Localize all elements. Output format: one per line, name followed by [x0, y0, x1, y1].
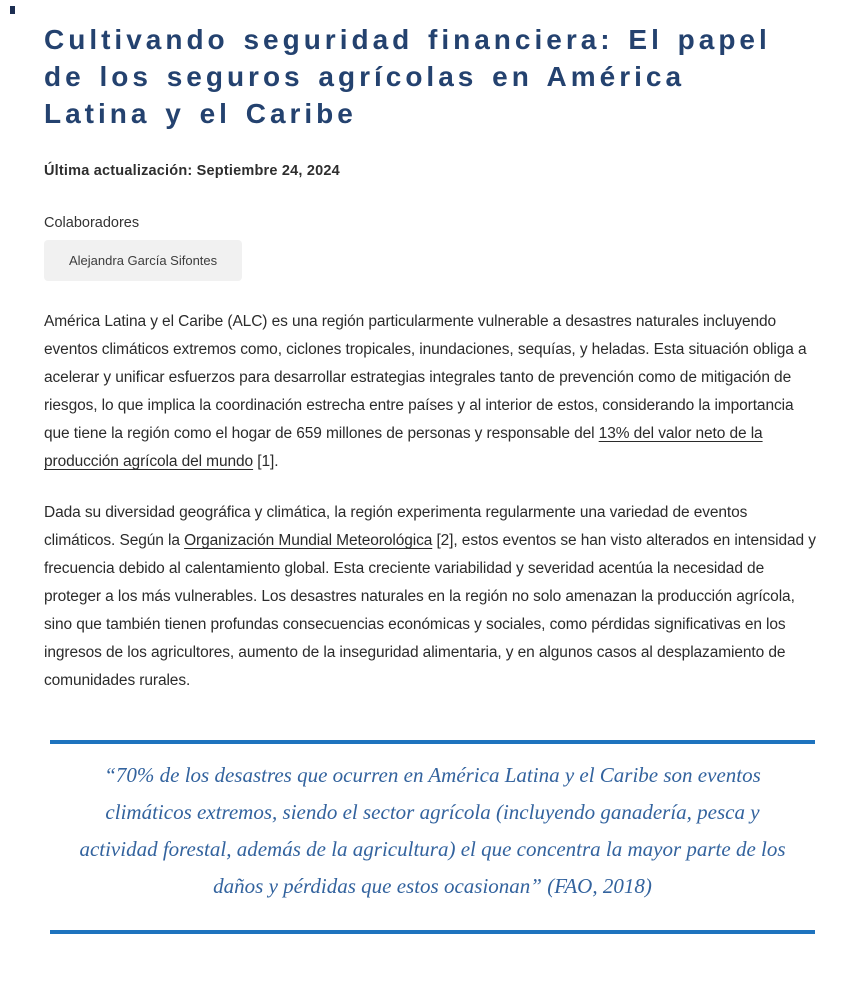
- body-paragraph-2: [44, 499, 816, 695]
- crop-artifact-mark: [10, 6, 15, 14]
- contributor-chip[interactable]: Alejandra García Sifontes: [44, 240, 242, 281]
- contributors-section: [44, 215, 816, 281]
- page-title: Cultivando seguridad financiera: El papel de los seguros agrícolas en América Latina y el Caribe: [44, 24, 771, 129]
- paragraph-1-text: América Latina y el Caribe (ALC) es una región particularmente vulnerable a desastres naturales incluyendo eventos climáticos extremos como, ciclones tropicales, inundaciones, sequías, y heladas. Esta situación obliga a acelerar y unificar esfuerzos para desarrollar estrategias integrales tanto de prevención como de mitigación de riesgos, lo que implica la coordinación estrecha entre países y al interior de estos, considerando la importancia que tiene la región como el hogar de 659 millones de personas y responsable del: [44, 313, 807, 442]
- body-paragraph-1: [44, 308, 816, 476]
- pull-quote-block: [50, 740, 815, 934]
- paragraph-2-continuation: [2], estos eventos se han visto alterados en intensidad y frecuencia debido al calentamiento global. Esta creciente variabilidad y severidad acentúa la necesidad de proteger a los más vulnerables. Los desastres naturales en la región no solo amenazan la producción agrícola, sino que también tienen profundas consecuencias económicas y sociales, como pérdidas significativas en los ingresos de los agricultores, aumento de la inseguridad alimentaria, y en algunos casos al desplazamiento de comunidades rurales.: [44, 532, 816, 689]
- contributors-label: Colaboradores: [44, 215, 140, 231]
- pull-quote-text: “70% de los desastres que ocurren en América Latina y el Caribe son eventos climáticos extremos, siendo el sector agrícola (incluyendo ganadería, pesca y actividad forestal, además de la agricultura) el que concentra la mayor parte de los daños y pérdidas que estos ocasionan” (FAO, 2018): [79, 763, 786, 898]
- paragraph-1-citation: [1].: [253, 453, 279, 470]
- last-updated: Última actualización: Septiembre 24, 2024: [44, 163, 340, 179]
- link-wmo[interactable]: Organización Mundial Meteorológica: [184, 532, 433, 549]
- paragraph-2-text: Dada su diversidad geográfica y climática, la región experimenta regularmente una variedad de eventos climáticos. Según la: [44, 504, 748, 549]
- link-production-value[interactable]: 13% del valor neto de la producción agrícola del mundo: [44, 425, 763, 470]
